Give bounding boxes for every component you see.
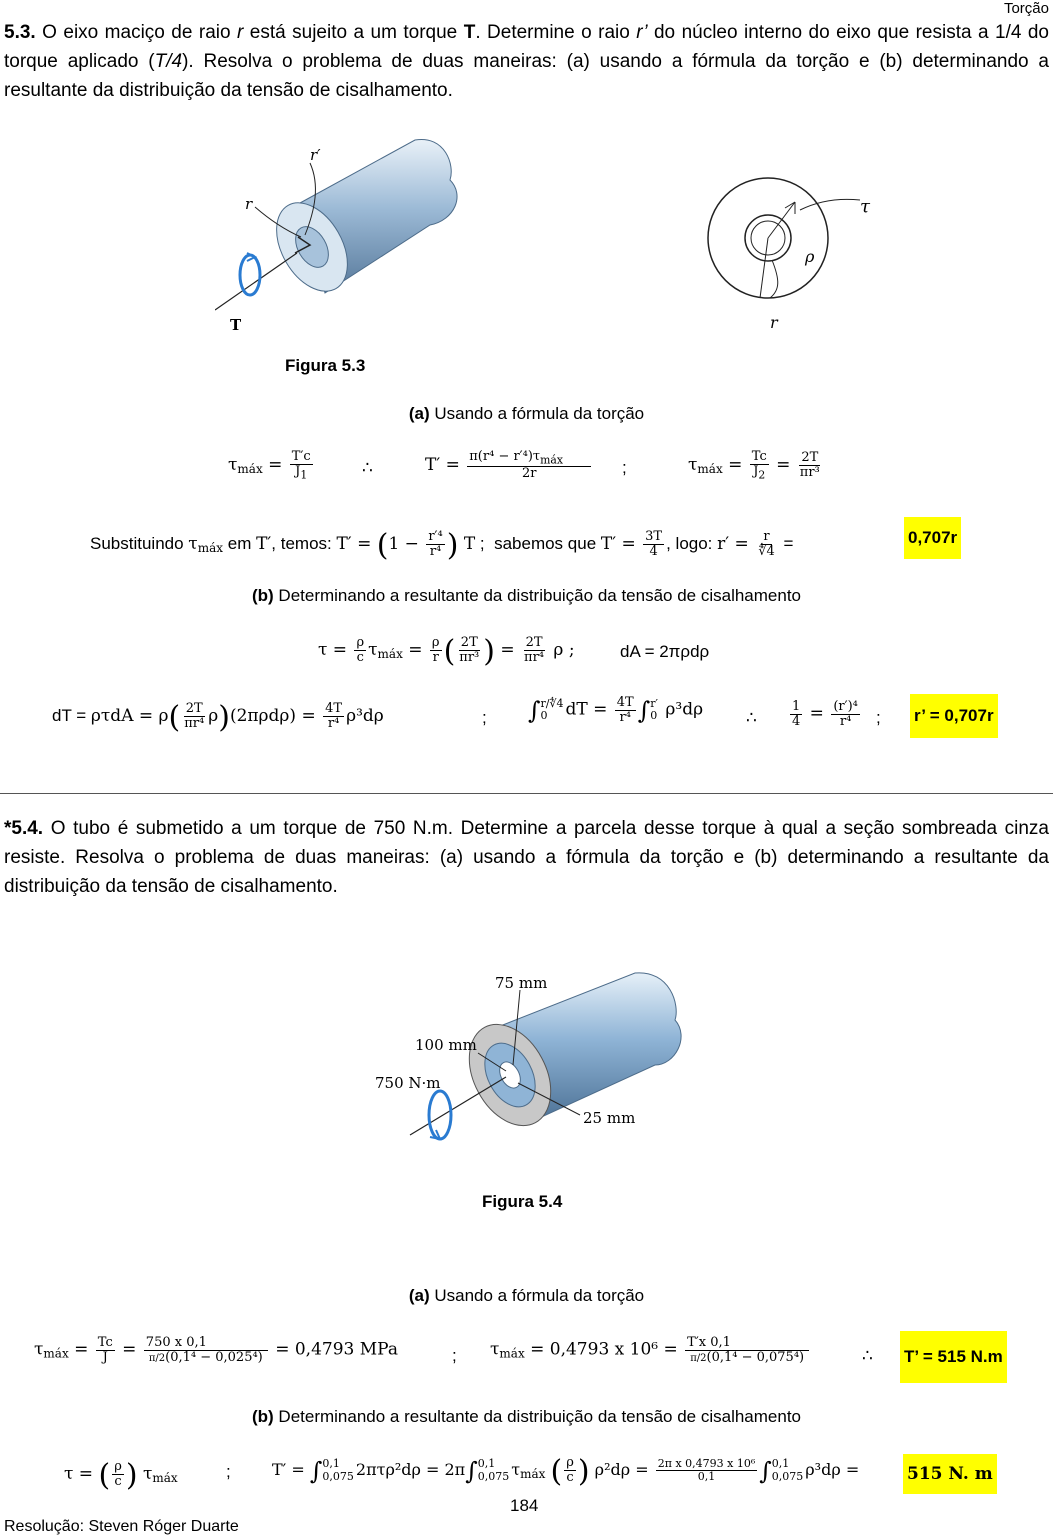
statement-text: O tubo é submetido a um torque de 750 N.m. Determine a parcela desse torque à qual a seção sombreada cinza resiste. Resolva o problema de duas maneiras: (a) usando a fórmula da torção e (b) determinando a resultante da distribuição da tensão de cisalhamento.	[4, 818, 1049, 897]
chapter-title: Torção	[1003, 0, 1049, 17]
statement-text: . Determine o raio	[475, 22, 637, 43]
page-number: 184	[510, 1496, 539, 1515]
equation-5-4-b2: T′ = ∫ 0,1 0,075 2πτρ²dρ = 2π∫ 0,1 0,075 $\tau_{máx}$ ( $\frac{\rho}{c}$ ) ρ²dρ = $\frac{\text{2π x 0,4793 x 10⁶}}{0,1}$ ∫ 0,1 0,075 ρ³dρ =	[272, 1454, 860, 1489]
answer-b-highlight: r’ = 0,707r	[910, 694, 998, 738]
part-title: Usando a fórmula da torção	[429, 1286, 645, 1305]
problem-5-3-statement	[4, 18, 1049, 105]
therefore-symbol: ∴	[746, 708, 757, 727]
label-r-prime: r′	[310, 146, 321, 164]
equation-a3: $\tau_{máx}$ = $\frac{Tc}{J_2}$ = $\frac{2T}{\text{πr³}}$	[688, 449, 820, 482]
equation-5-4-a2: $\tau_{máx} = 0,4793$ x 10⁶ = $\frac{T'x 0,1}{\text{π/2(0,1⁴ − 0,075⁴)}}$	[490, 1336, 811, 1364]
answer-5-4-a-highlight: T’ = 515 N.m	[900, 1331, 1007, 1383]
figure-5-4-caption: Figura 5.4	[482, 1192, 563, 1211]
var-r-prime: r’	[636, 22, 648, 43]
statement-text: ). Resolva o problema de duas maneiras: (a) usando a fórmula da torção e (b) determinando a resultante da distribuição da tensão de cisalhamento.	[4, 51, 1049, 101]
var-t4: T/4	[154, 51, 183, 72]
equation-b2: dT = ρτdA = ρ( $\frac{2T}{\text{πr⁴}}$ ρ)(2πρdρ) = $\frac{4T}{\text{r⁴}}$ ρ³dρ	[52, 700, 384, 735]
figure-5-4-tube	[370, 965, 690, 1155]
part-label: (a)	[408, 404, 430, 423]
substitution-line: Substituindo $\tau_{máx}$ em T′, temos: T′ = (1 − $\frac{\text{r′⁴}}{\text{r⁴}}$ ) T ; sabemos que T′ = $\frac{3T}{4}$ , logo: r′ = $\frac{r}{∜4}$ =	[90, 528, 794, 563]
therefore-symbol: ∴	[862, 1346, 873, 1365]
therefore-symbol: ∴	[362, 458, 373, 477]
problem-number: 5.3.	[4, 22, 36, 43]
label-25mm: 25 mm	[583, 1109, 636, 1127]
equation-a2: T′ = $\frac{\pi(r^4 - r'^4)\tau_{máx}}{2r}$	[425, 450, 593, 481]
figure-5-3-caption: Figura 5.3	[285, 356, 366, 375]
section-divider	[0, 793, 1053, 794]
label-tau: τ	[860, 196, 870, 217]
equation-b1: τ = $\frac{\rho}{c}$ $\tau_{máx}$ = $\frac{\rho}{r}$ ( $\frac{2T}{\text{πr³}}$ ) = $\frac{2T}{\text{πr⁴}}$ ρ ;	[318, 634, 575, 669]
label-r-circle: r	[770, 313, 778, 332]
separator: ;	[482, 708, 487, 727]
var-T: T	[463, 22, 476, 43]
part-b-heading	[0, 586, 1053, 606]
answer-a-highlight: 0,707r	[904, 517, 961, 559]
figure-5-3-section	[700, 170, 900, 340]
statement-text: O eixo maciço de raio	[35, 22, 238, 43]
equation-b4: $\frac{1}{4}$ = $\frac{\text{(r′)⁴}}{\text{r⁴}}$	[792, 699, 858, 729]
equation-a1: $\tau_{máx}$ = $\frac{T'c}{J_1}$	[228, 449, 311, 482]
separator: ;	[876, 708, 881, 727]
label-rho: ρ	[805, 247, 815, 266]
part-label: (b)	[251, 586, 274, 605]
part-label: (a)	[408, 1286, 430, 1305]
statement-text: está sujeito a um torque	[243, 22, 464, 43]
equation-dA: dA = 2πρdρ	[620, 642, 710, 661]
label-torque: 750 N·m	[375, 1074, 441, 1092]
separator: ;	[452, 1346, 457, 1365]
equation-b3: ∫ r/∜4 0 dT = $\frac{4T}{\text{r⁴}}$ ∫ r′ 0 ρ³dρ	[528, 695, 704, 725]
separator: ;	[622, 458, 627, 477]
part-b-heading	[0, 1407, 1053, 1427]
footer-credit: Resolução: Steven Róger Duarte	[4, 1518, 239, 1535]
part-label: (b)	[251, 1407, 274, 1426]
equation-5-4-a1: $\tau_{máx}$ = $\frac{Tc}{J}$ = $\frac{750 x 0,1}{\text{π/2(0,1⁴ − 0,025⁴)}}$ = 0,4793 MPa	[34, 1335, 398, 1365]
problem-number: *5.4.	[4, 818, 44, 839]
answer-5-4-b-highlight: 515 N. m	[903, 1454, 997, 1494]
separator: ;	[226, 1462, 231, 1481]
part-a-heading	[0, 1286, 1053, 1306]
label-T: T	[230, 316, 242, 334]
problem-5-4-statement	[4, 814, 1049, 901]
label-75mm: 75 mm	[495, 974, 548, 992]
label-r: r	[245, 195, 253, 213]
part-title: Usando a fórmula da torção	[429, 404, 645, 423]
statement-text: do núcleo interno do eixo que resista a 1/4 do torque aplicado (	[4, 22, 1049, 72]
label-100mm: 100 mm	[415, 1036, 477, 1054]
var-r: r	[237, 22, 244, 43]
part-title: Determinando a resultante da distribuição da tensão de cisalhamento	[273, 586, 802, 605]
figure-5-3-shaft	[215, 125, 465, 340]
part-a-heading	[0, 404, 1053, 424]
equation-5-4-b1: τ = ( $\frac{\rho}{c}$ ) $\tau_{máx}$	[64, 1458, 178, 1493]
part-title: Determinando a resultante da distribuição da tensão de cisalhamento	[273, 1407, 802, 1426]
